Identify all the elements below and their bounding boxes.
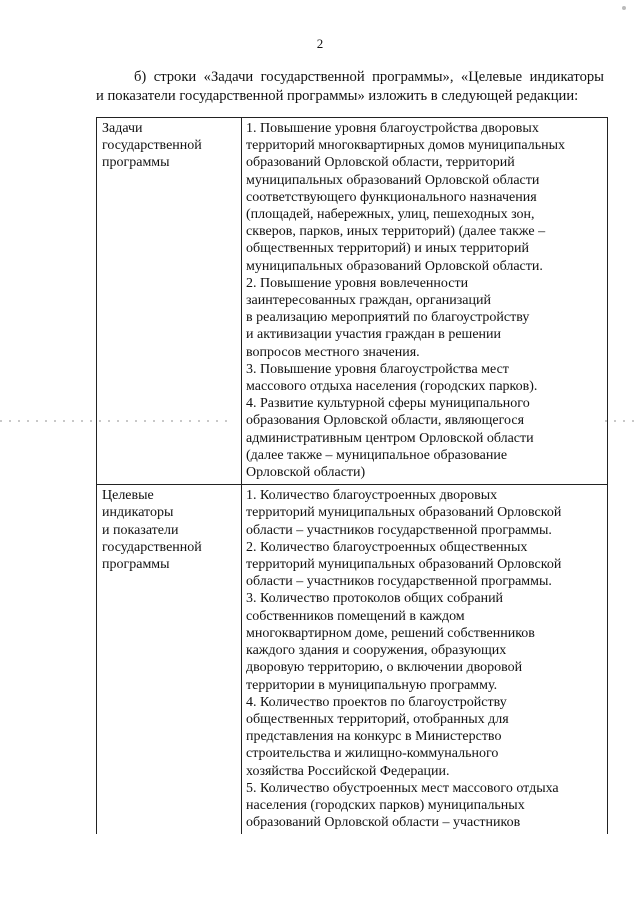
row-content-line: собственников помещений в каждом [246, 608, 465, 624]
table-row [97, 118, 608, 485]
row-content-cell [242, 485, 608, 835]
row-content-line: каждого здания и сооружения, образующих [246, 643, 507, 659]
row-heading-line: программы [102, 155, 170, 171]
row-content-line: 1. Повышение уровня благоустройства дворовых [246, 121, 539, 136]
intro-line-1: б) строки «Задачи государственной программы», «Целевые индикаторы [134, 69, 604, 85]
row-content-line: образований Орловской области, территорий [246, 155, 515, 171]
row-heading-line: Задачи [102, 121, 143, 136]
row-content-line: массового отдыха населения (городских парков). [246, 379, 538, 395]
row-content-line: области – участников государственной программы. [246, 574, 552, 590]
row-content-line: (далее также – муниципальное образование [246, 447, 508, 463]
intro-paragraph [96, 68, 604, 106]
row-content-line: Орловской области) [246, 465, 366, 481]
row-content-line: в реализацию мероприятий по благоустройству [246, 310, 530, 326]
row-content-line: представления на конкурс в Министерство [246, 729, 502, 745]
row-heading-cell [97, 118, 242, 485]
row-content-line: территории в муниципальную программу. [246, 677, 498, 693]
row-content-line: 2. Повышение уровня вовлеченности [246, 275, 469, 291]
row-content-line: общественных территорий) и иных территорий [246, 241, 529, 257]
row-content-line: 3. Количество протоколов общих собраний [246, 591, 504, 607]
row-content-line: образований Орловской области – участников [246, 815, 521, 831]
row-heading-line: государственной [102, 138, 202, 154]
row-content-line: 2. Количество благоустроенных общественных [246, 539, 528, 555]
row-content-line: 1. Количество благоустроенных дворовых [246, 488, 498, 504]
row-content-line: хозяйства Российской Федерации. [246, 763, 450, 779]
row-content-line: дворовую территорию, о включении дворовой [246, 660, 523, 676]
scan-artifact-dots-left [0, 420, 230, 422]
row-content-line: образования Орловской области, являющегося [246, 413, 525, 429]
row-content-line: 4. Количество проектов по благоустройству [246, 694, 507, 710]
program-table [96, 117, 608, 834]
row-content-line: 4. Развитие культурной сферы муниципального [246, 396, 530, 412]
row-content-line: территорий муниципальных образований Орловской [246, 557, 562, 573]
row-content-line: общественных территорий, отобранных для [246, 711, 509, 727]
row-heading-line: Целевые [102, 488, 154, 504]
row-content-line: муниципальных образований Орловской области [246, 172, 540, 188]
row-content-line: вопросов местного значения. [246, 344, 420, 360]
row-heading-cell [97, 485, 242, 835]
row-content-line: территорий многоквартирных домов муниципальных [246, 138, 566, 154]
scan-artifact-dot [622, 6, 626, 10]
row-content-line: административным центром Орловской области [246, 430, 534, 446]
row-content-line: (площадей, набережных, улиц, пешеходных зон, [246, 207, 535, 223]
scan-artifact-dots-right [605, 420, 635, 422]
intro-line-2: и показатели государственной программы» изложить в следующей редакции: [96, 88, 579, 104]
row-content-line: 3. Повышение уровня благоустройства мест [246, 361, 509, 377]
row-content-line: 5. Количество обустроенных мест массового отдыха [246, 780, 559, 796]
row-content-line: области – участников государственной программы. [246, 522, 552, 538]
row-content-cell [242, 118, 608, 485]
row-content-line: строительства и жилищно-коммунального [246, 746, 499, 762]
row-content-line: территорий муниципальных образований Орловской [246, 505, 562, 521]
row-content-line: соответствующего функционального назначения [246, 189, 537, 205]
row-heading-line: программы [102, 557, 170, 573]
row-heading-line: индикаторы [102, 505, 174, 521]
row-content-line: многоквартирном доме, решений собственников [246, 625, 535, 641]
row-content-line: муниципальных образований Орловской области. [246, 258, 543, 274]
row-content-line: заинтересованных граждан, организаций [246, 293, 491, 309]
row-heading-line: государственной [102, 539, 202, 555]
row-content-line: и активизации участия граждан в решении [246, 327, 502, 343]
row-content-line: населения (городских парков) муниципальных [246, 797, 525, 813]
row-content-line: скверов, парков, иных территорий) (далее также – [246, 224, 546, 240]
table-row [97, 485, 608, 835]
page-number: 2 [316, 36, 324, 51]
row-heading-line: и показатели [102, 522, 179, 538]
